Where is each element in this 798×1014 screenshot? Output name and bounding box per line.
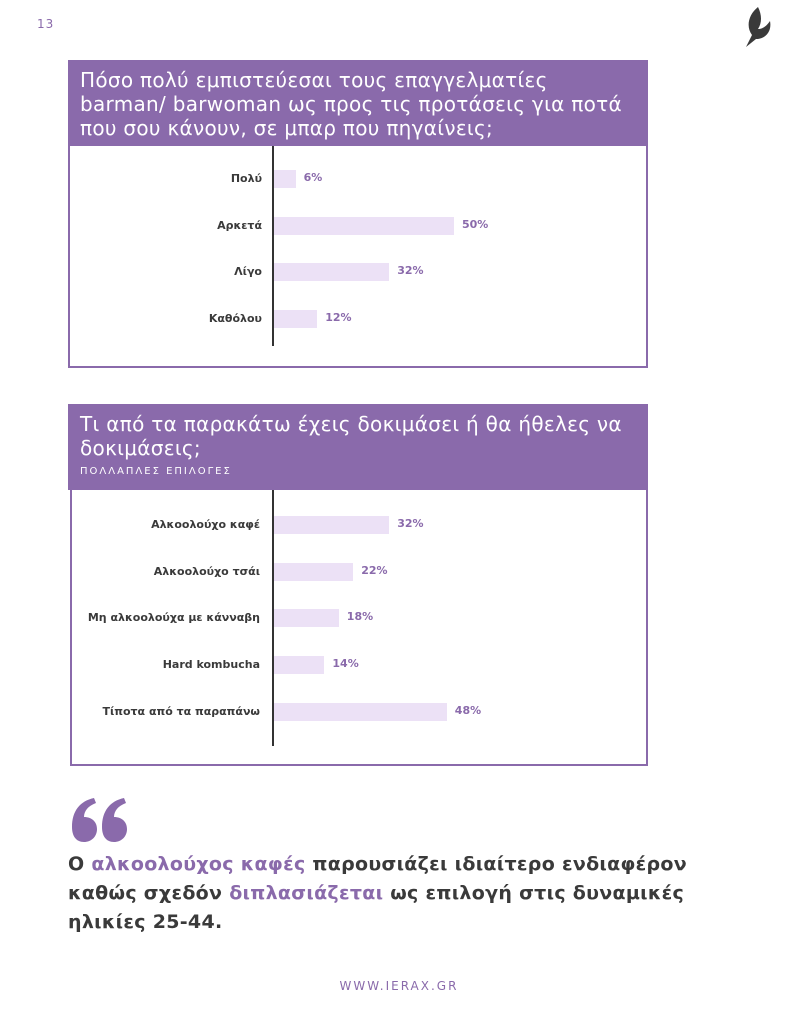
bar-row <box>70 170 646 188</box>
bar <box>274 217 454 235</box>
category-label: Αλκοολούχο τσάι <box>153 565 260 578</box>
quote-text <box>68 850 728 937</box>
bar <box>274 516 389 534</box>
value-label: 48% <box>454 704 482 717</box>
quote-part: ως επιλογή στις δυναμικές ηλικίες 25-44. <box>68 882 685 933</box>
quote-part: Ο <box>68 853 92 875</box>
bar <box>274 263 389 281</box>
bar <box>274 609 339 627</box>
category-label: Τίποτα από τα παραπάνω <box>102 705 260 718</box>
bar-row <box>70 563 644 581</box>
bar <box>274 563 353 581</box>
value-label: 6% <box>303 171 323 184</box>
chart-title-box <box>68 60 648 146</box>
chart-card-trust <box>68 60 648 368</box>
category-label: Αρκετά <box>217 219 262 232</box>
chart-body <box>70 490 648 766</box>
category-label: Καθόλου <box>208 312 262 325</box>
quote-mark-icon <box>70 797 130 843</box>
chart-subtitle: ΠΟΛΛΑΠΛΕΣ ΕΠΙΛΟΓΕΣ <box>80 466 232 477</box>
footer-url: WWW.IERAX.GR <box>339 979 459 993</box>
value-label: 14% <box>332 657 359 670</box>
bar-row <box>70 516 644 534</box>
value-label: 18% <box>346 610 374 623</box>
bar <box>274 656 324 674</box>
bar-row <box>70 263 646 281</box>
quote-highlight: διπλασιάζεται <box>229 882 384 904</box>
category-label: Πολύ <box>230 172 262 185</box>
chart-title: Πόσο πολύ εμπιστεύεσαι τους επαγγελματίες barman/ barwoman ως προς τις προτάσεις για ποτά που σου κάνουν, σε μπαρ που πηγαίνεις; <box>80 68 622 140</box>
value-label: 22% <box>361 564 388 577</box>
bar-row <box>70 656 644 674</box>
category-label: Αλκοολούχο καφέ <box>151 518 260 531</box>
category-label: Λίγο <box>234 265 262 278</box>
value-label: 50% <box>462 218 489 231</box>
wing-logo-icon <box>740 5 774 49</box>
category-label: Hard kombucha <box>162 658 260 671</box>
bar <box>274 170 296 188</box>
bar-row <box>70 310 646 328</box>
bar-row <box>70 703 644 721</box>
value-label: 32% <box>397 264 424 277</box>
bar-row <box>70 609 644 627</box>
chart-card-tried <box>68 404 648 766</box>
value-label: 12% <box>325 311 352 324</box>
chart-title-box <box>68 404 648 490</box>
chart-body <box>68 146 648 368</box>
page-number: 13 <box>37 17 55 31</box>
chart-title: Τι από τα παρακάτω έχεις δοκιμάσει ή θα ήθελες να δοκιμάσεις; <box>80 412 622 460</box>
quote-highlight: αλκοολούχος καφές <box>91 853 306 875</box>
quote-part: παρουσιάζει ιδιαίτερο ενδιαφέρον καθώς σχεδόν <box>68 853 688 904</box>
bar-row <box>70 217 646 235</box>
value-label: 32% <box>397 517 424 530</box>
bar <box>274 310 317 328</box>
bar <box>274 703 447 721</box>
category-label: Μη αλκοολούχα με κάνναβη <box>87 611 260 624</box>
